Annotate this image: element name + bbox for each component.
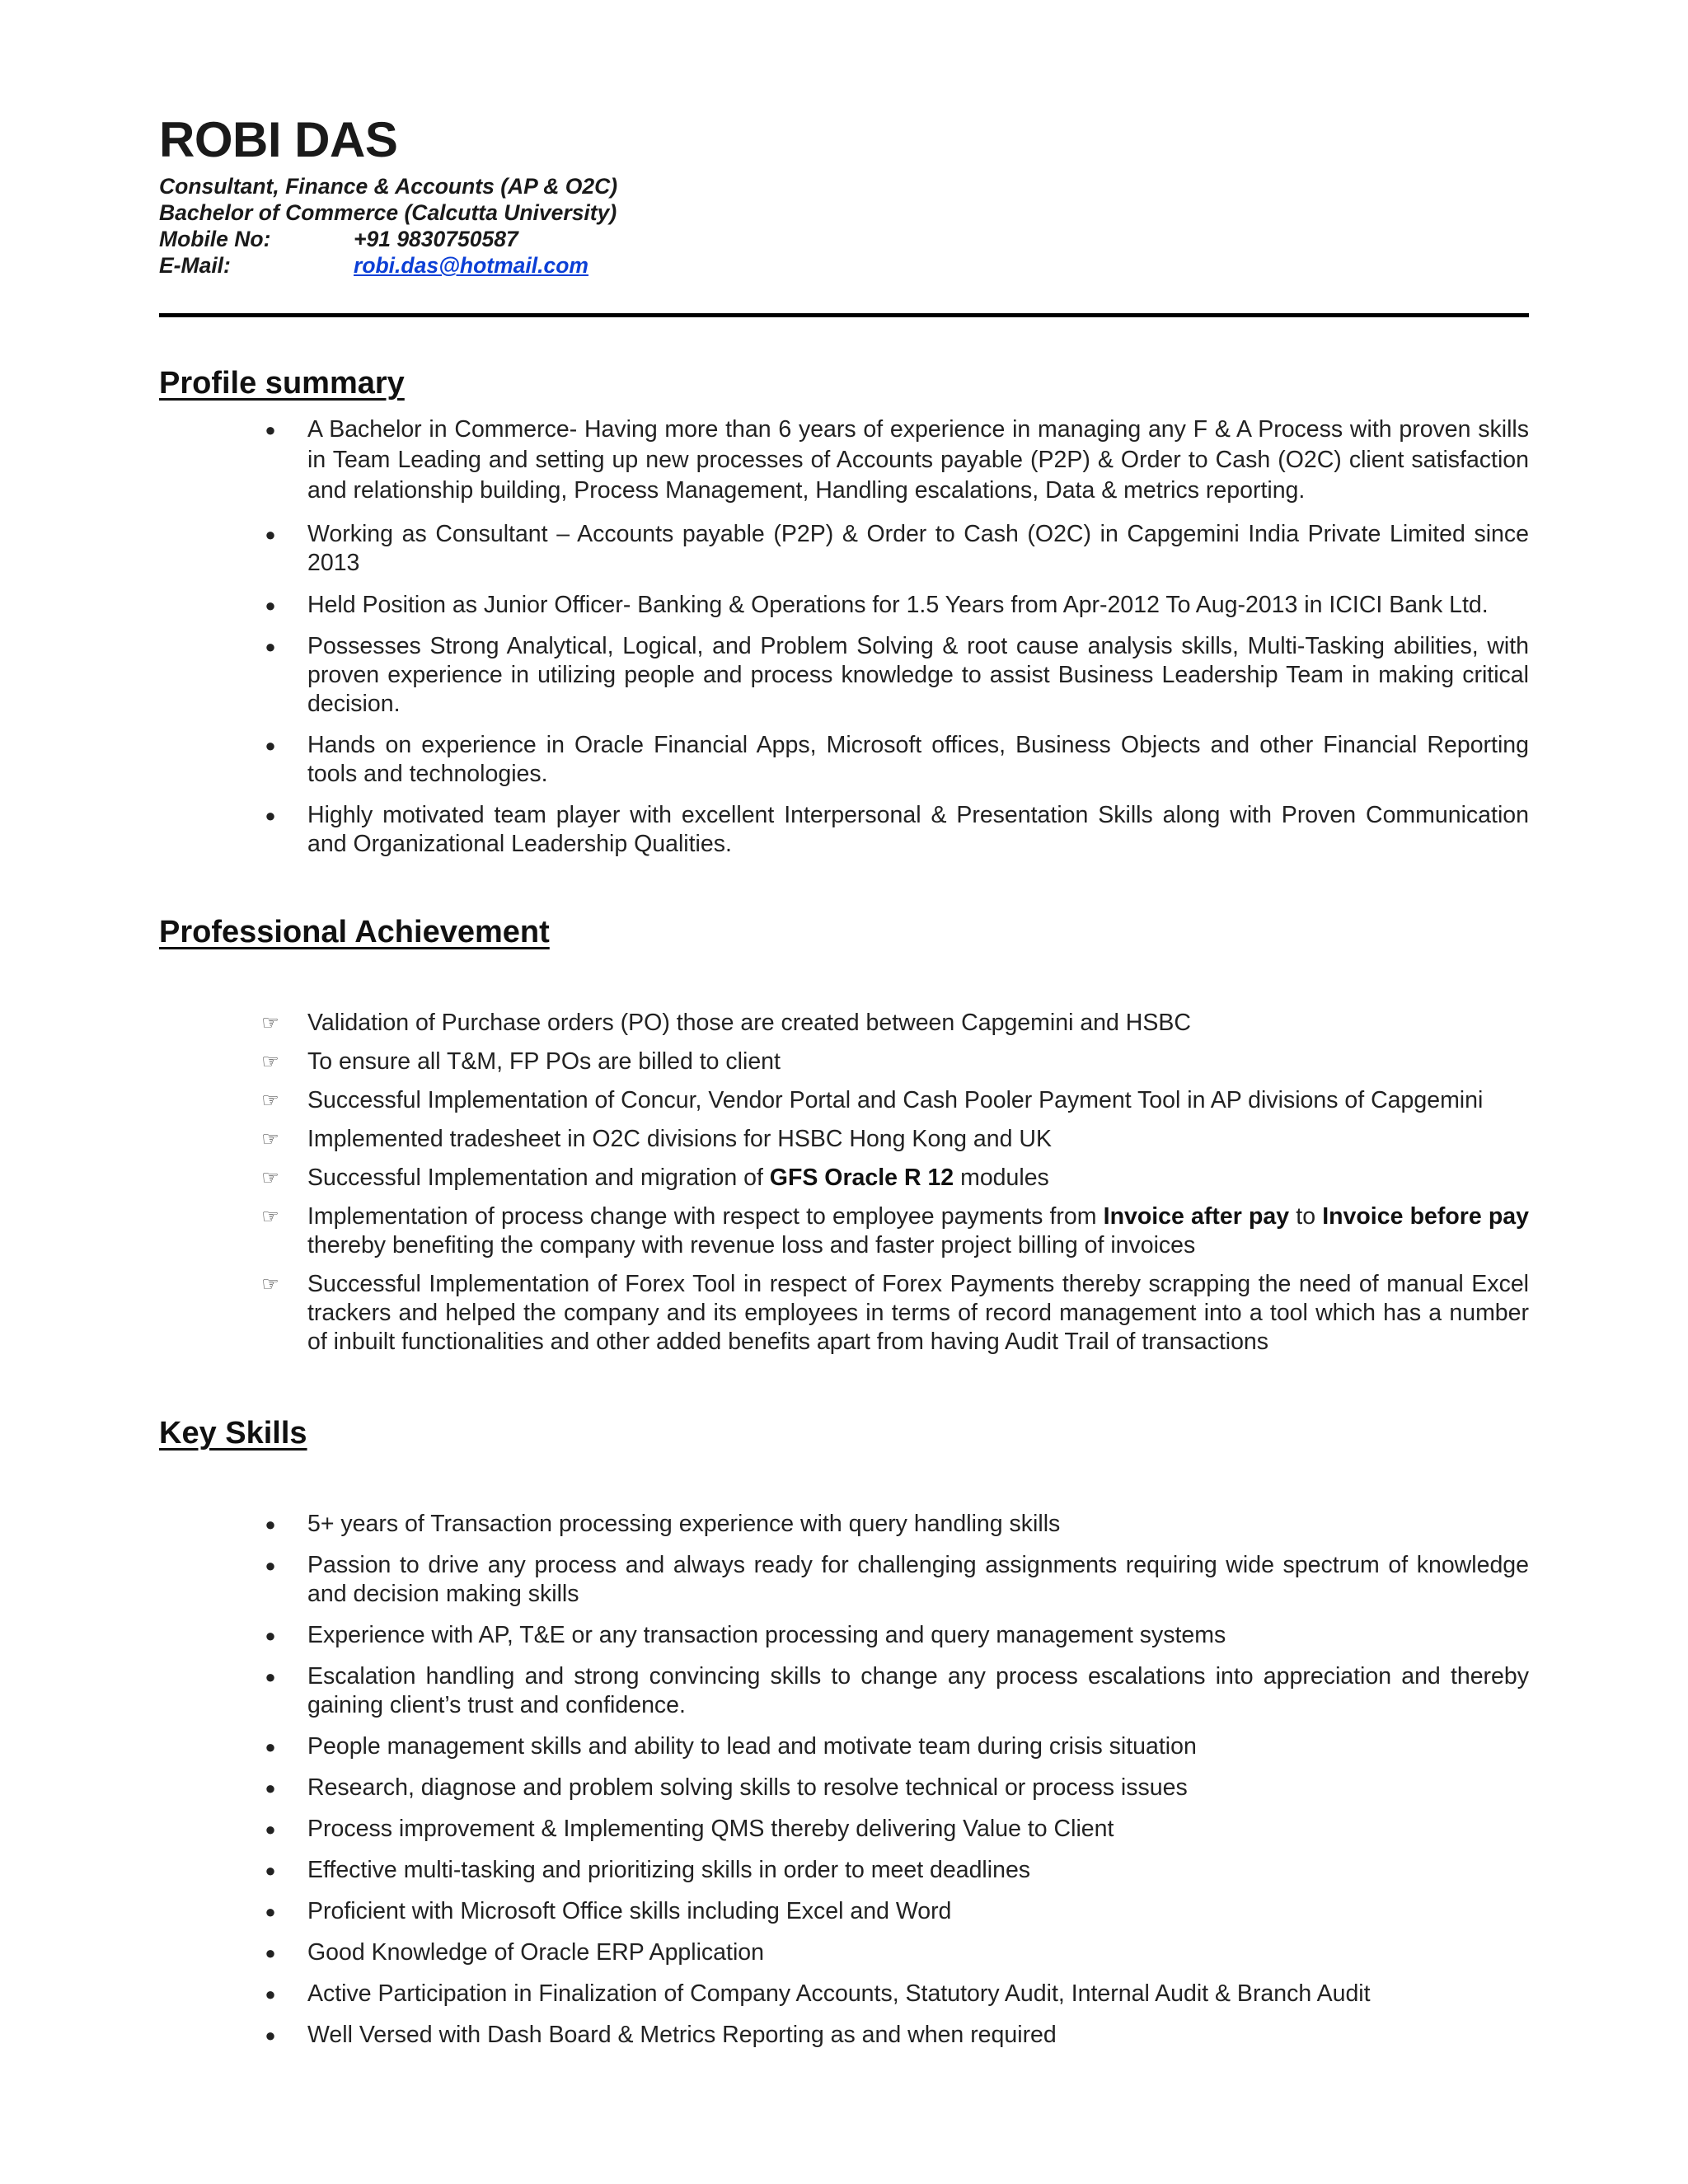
list-item: ● A Bachelor in Commerce- Having more than 6 years of experience in managing any F & A Process with proven skills in Team Leading and setting up new processes of Accounts payable (P2P) & Order to Cash (O2C) client satisfaction and relationship building, Process Management, Handling escalations, Data & metrics reporting.	[0, 415, 1688, 506]
list-item: ☞ To ensure all T&M, FP POs are billed to client	[0, 1047, 1688, 1076]
key-skills-list	[0, 1510, 1688, 2050]
bullet-icon: ●	[265, 1666, 276, 1687]
degree: Bachelor of Commerce (Calcutta University)	[159, 200, 617, 225]
bullet-icon: ●	[265, 1625, 276, 1646]
bullet-icon: ●	[265, 1984, 276, 2004]
list-item: ● Hands on experience in Oracle Financial Apps, Microsoft offices, Business Objects and other Financial Reporting tools and technologies.	[0, 731, 1688, 789]
list-item: ● 5+ years of Transaction processing experience with query handling skills	[0, 1510, 1688, 1539]
bullet-icon: ●	[265, 1819, 276, 1840]
list-item: ● Passion to drive any process and always ready for challenging assignments requiring wide spectrum of knowledge and decision making skills	[0, 1551, 1688, 1609]
profile-summary-list	[0, 415, 1688, 859]
bullet-icon: ●	[265, 524, 276, 545]
list-item: ● Active Participation in Finalization of Company Accounts, Statutory Audit, Internal Audit & Branch Audit	[0, 1980, 1688, 2008]
list-item: ● Research, diagnose and problem solving skills to resolve technical or process issues	[0, 1774, 1688, 1802]
list-item: ● Effective multi-tasking and prioritizing skills in order to meet deadlines	[0, 1856, 1688, 1885]
bullet-icon: ●	[265, 805, 276, 826]
pointing-hand-icon: ☞	[261, 1273, 279, 1296]
pointing-hand-icon: ☞	[261, 1090, 279, 1112]
list-item: ● Highly motivated team player with excellent Interpersonal & Presentation Skills along with Proven Communication and Organizational Leadership Qualities.	[0, 801, 1688, 859]
list-item: ● Proficient with Microsoft Office skills including Excel and Word	[0, 1897, 1688, 1926]
list-item: ● Possesses Strong Analytical, Logical, and Problem Solving & root cause analysis skills, Multi-Tasking abilities, with proven experience in utilizing people and process knowledge to assist Business Leadership Team in making critical decision.	[0, 632, 1688, 719]
list-item: ☞ Successful Implementation of Concur, Vendor Portal and Cash Pooler Payment Tool in AP divisions of Capgemini	[0, 1086, 1688, 1115]
bullet-icon: ●	[265, 2025, 276, 2046]
bullet-icon: ●	[265, 1778, 276, 1798]
pointing-hand-icon: ☞	[261, 1206, 279, 1228]
mobile-line	[159, 228, 518, 251]
bullet-icon: ●	[265, 636, 276, 657]
job-title: Consultant, Finance & Accounts (AP & O2C)	[159, 174, 618, 199]
pointing-hand-icon: ☞	[261, 1051, 279, 1073]
list-item: ☞ Implemented tradesheet in O2C divisions for HSBC Hong Kong and UK	[0, 1125, 1688, 1154]
mobile-number: +91 9830750587	[354, 227, 518, 251]
email-link[interactable]: robi.das@hotmail.com	[354, 253, 588, 278]
header-divider	[159, 313, 1529, 317]
bullet-icon: ●	[265, 735, 276, 756]
list-item: ● Well Versed with Dash Board & Metrics Reporting as and when required	[0, 2021, 1688, 2050]
pointing-hand-icon: ☞	[261, 1128, 279, 1151]
bullet-icon: ●	[265, 1736, 276, 1757]
bullet-icon: ●	[265, 419, 276, 440]
list-item: ● Escalation handling and strong convincing skills to change any process escalations into appreciation and thereby gaining client’s trust and confidence.	[0, 1662, 1688, 1720]
list-item: ● Process improvement & Implementing QMS thereby delivering Value to Client	[0, 1815, 1688, 1844]
bullet-icon: ●	[265, 1901, 276, 1922]
profile-summary-heading: Profile summary	[159, 366, 405, 401]
bullet-icon: ●	[265, 1860, 276, 1881]
mobile-label: Mobile No:	[159, 227, 271, 251]
pointing-hand-icon: ☞	[261, 1167, 279, 1189]
email-line	[159, 255, 588, 277]
list-item: ☞ Successful Implementation and migration of GFS Oracle R 12 modules	[0, 1164, 1688, 1193]
bullet-icon: ●	[265, 1943, 276, 1963]
list-item: ● Held Position as Junior Officer- Banking & Operations for 1.5 Years from Apr-2012 To Aug-2013 in ICICI Bank Ltd.	[0, 591, 1688, 620]
list-item: ● Working as Consultant – Accounts payable (P2P) & Order to Cash (O2C) in Capgemini India Private Limited since 2013	[0, 520, 1688, 578]
list-item: ● Experience with AP, T&E or any transaction processing and query management systems	[0, 1621, 1688, 1650]
bullet-icon: ●	[265, 595, 276, 616]
list-item: ☞ Implementation of process change with respect to employee payments from Invoice after pay to Invoice before pay thereby benefiting the company with revenue loss and faster project billing of invoices	[0, 1202, 1688, 1260]
list-item: ● Good Knowledge of Oracle ERP Application	[0, 1938, 1688, 1967]
candidate-name: ROBI DAS	[159, 112, 398, 167]
email-label: E-Mail:	[159, 253, 231, 278]
bullet-icon: ●	[265, 1514, 276, 1535]
list-item: ☞ Successful Implementation of Forex Tool in respect of Forex Payments thereby scrapping the need of manual Excel trackers and helped the company and its employees in terms of record management into a tool which has a number of inbuilt functionalities and other added benefits apart from having Audit Trail of transactions	[0, 1270, 1688, 1357]
list-item: ● People management skills and ability to lead and motivate team during crisis situation	[0, 1732, 1688, 1761]
key-skills-heading: Key Skills	[159, 1416, 307, 1451]
professional-achievement-heading: Professional Achievement	[159, 915, 550, 949]
list-item: ☞ Validation of Purchase orders (PO) those are created between Capgemini and HSBC	[0, 1009, 1688, 1038]
bullet-icon: ●	[265, 1555, 276, 1576]
achievement-list	[0, 1009, 1688, 1357]
pointing-hand-icon: ☞	[261, 1012, 279, 1034]
